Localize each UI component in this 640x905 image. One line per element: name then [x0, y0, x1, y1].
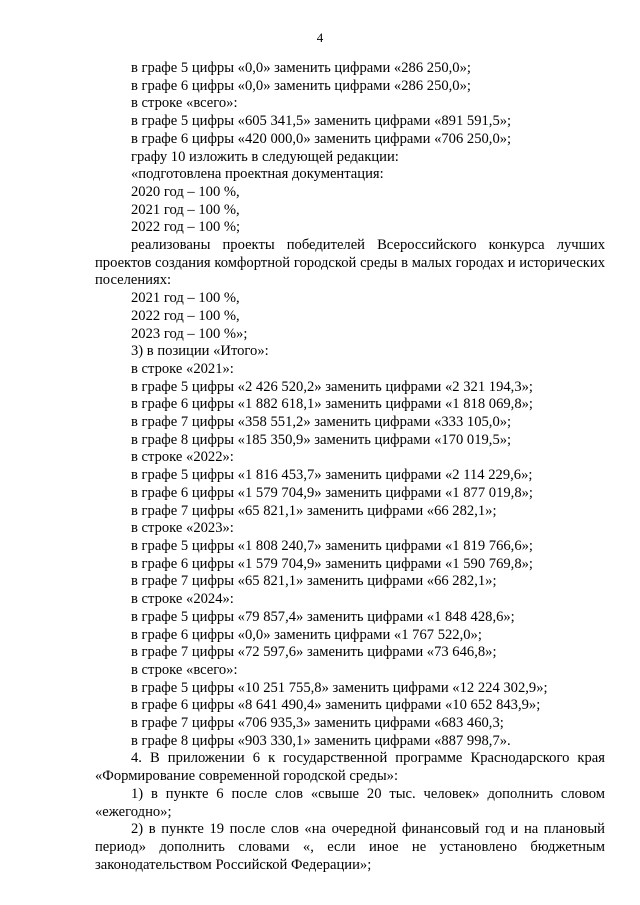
text-line: 2023 год – 100 %»;: [131, 325, 248, 342]
text-line: в строке «2023»:: [131, 520, 234, 537]
text-line: в графе 7 цифры «706 935,3» заменить цифрами «683 460,3;: [131, 715, 504, 732]
text-line: в графе 5 цифры «1 808 240,7» заменить цифрами «1 819 766,6»;: [131, 537, 533, 554]
text-line: в графе 8 цифры «185 350,9» заменить цифрами «170 019,5»;: [131, 431, 512, 448]
document-body: [95, 60, 605, 874]
text-line: 3) в позиции «Итого»:: [131, 343, 269, 360]
text-line: в графе 5 цифры «1 816 453,7» заменить цифрами «2 114 229,6»;: [131, 467, 533, 484]
text-line: 2022 год – 100 %;: [131, 219, 241, 236]
text-line: 2021 год – 100 %,: [131, 290, 240, 307]
text-line: в графе 7 цифры «72 597,6» заменить цифрами «73 646,8»;: [131, 644, 497, 661]
text-line: в строке «2022»:: [131, 449, 234, 466]
text-line: в строке «2021»:: [131, 360, 234, 377]
text-line: в графе 5 цифры «10 251 755,8» заменить цифрами «12 224 302,9»;: [131, 679, 548, 696]
text-line: в графе 6 цифры «0,0» заменить цифрами «1 767 522,0»;: [131, 626, 482, 643]
text-line: в графе 7 цифры «358 551,2» заменить цифрами «333 105,0»;: [131, 414, 512, 431]
text-line: в графе 5 цифры «2 426 520,2» заменить цифрами «2 321 194,3»;: [131, 378, 533, 395]
text-line: в графе 5 цифры «0,0» заменить цифрами «286 250,0»;: [131, 60, 471, 76]
text-line: в графе 6 цифры «8 641 490,4» заменить цифрами «10 652 843,9»;: [131, 697, 541, 714]
text-line: в строке «всего»:: [131, 95, 238, 112]
paragraph-projects: реализованы проекты победителей Всероссийского конкурса лучших проектов создания комфортной городской среды в малых городах и исторических поселениях:: [95, 237, 605, 289]
text-line: в графе 6 цифры «1 579 704,9» заменить цифрами «1 877 019,8»;: [131, 484, 533, 501]
text-line: в графе 6 цифры «1 882 618,1» заменить цифрами «1 818 069,8»;: [131, 396, 533, 413]
text-line: 2021 год – 100 %,: [131, 201, 240, 218]
text-line: в графе 5 цифры «79 857,4» заменить цифрами «1 848 428,6»;: [131, 608, 515, 625]
text-line: 2022 год – 100 %,: [131, 307, 240, 324]
text-line: в графе 7 цифры «65 821,1» заменить цифрами «66 282,1»;: [131, 502, 497, 519]
text-line: в графе 6 цифры «1 579 704,9» заменить цифрами «1 590 769,8»;: [131, 555, 533, 572]
paragraph-appendix-6: 4. В приложении 6 к государственной программе Краснодарского края «Формирование современной городской среды»:: [95, 750, 605, 785]
text-line: в графе 6 цифры «420 000,0» заменить цифрами «706 250,0»;: [131, 130, 512, 147]
text-line: 2020 год – 100 %,: [131, 183, 240, 200]
text-line: «подготовлена проектная документация:: [131, 166, 384, 183]
text-line: в графе 6 цифры «0,0» заменить цифрами «286 250,0»;: [131, 77, 471, 94]
text-line: в графе 8 цифры «903 330,1» заменить цифрами «887 998,7».: [131, 732, 511, 749]
text-line: графу 10 изложить в следующей редакции:: [131, 148, 399, 165]
paragraph-item-6: 1) в пункте 6 после слов «свыше 20 тыс. человек» дополнить словом «ежегодно»;: [95, 785, 605, 820]
text-line: в строке «2024»:: [131, 591, 234, 608]
text-line: в строке «всего»:: [131, 661, 238, 678]
text-line: в графе 7 цифры «65 821,1» заменить цифрами «66 282,1»;: [131, 573, 497, 590]
text-line: в графе 5 цифры «605 341,5» заменить цифрами «891 591,5»;: [131, 113, 512, 130]
page-number: 4: [316, 30, 324, 45]
paragraph-item-19: 2) в пункте 19 после слов «на очередной финансовый год и на плановый период» дополнить словами «, если иное не установлено бюджетным законодательством Российской Федерации»;: [95, 821, 605, 873]
